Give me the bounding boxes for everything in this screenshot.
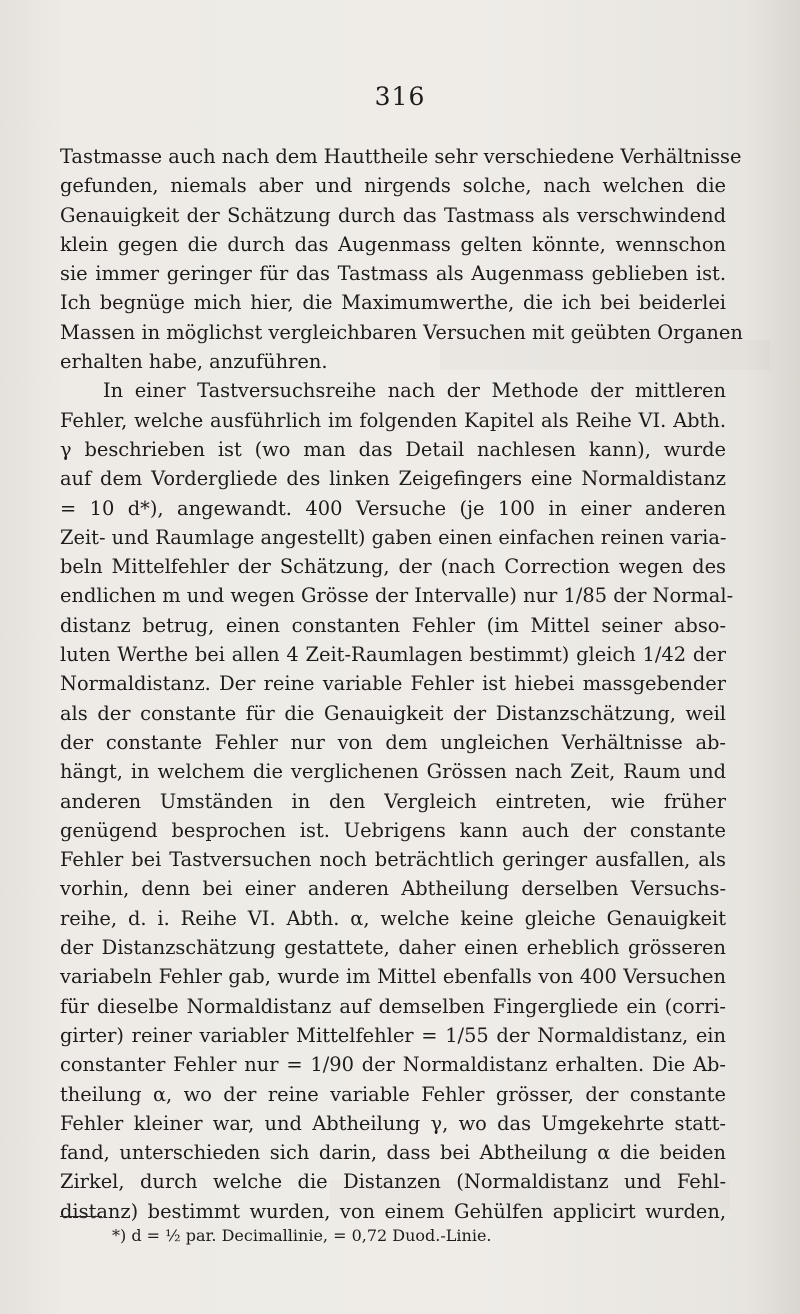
text-line: Fehler bei Tastversuchen noch beträchtlich geringer ausfallen, als (60, 848, 726, 872)
text-line: auf dem Vordergliede des linken Zeigefingers eine Normaldistanz (60, 467, 726, 491)
text-line: genügend besprochen ist. Uebrigens kann auch der constante (60, 818, 726, 842)
text-line: Zirkel, durch welche die Distanzen (Normaldistanz und Fehl- (60, 1170, 726, 1194)
text-line: girter) reiner variabler Mittelfehler = 1/55 der Normaldistanz, ein (60, 1023, 726, 1047)
text-line: anderen Umständen in den Vergleich eintreten, wie früher (60, 789, 726, 813)
text-line: für dieselbe Normaldistanz auf demselben Fingergliede ein (corri- (60, 994, 726, 1018)
text-line: Fehler kleiner war, und Abtheilung γ, wo das Umgekehrte statt- (60, 1111, 726, 1135)
footnote: *) d = ½ par. Decimallinie, = 0,72 Duod.-Linie. (112, 1226, 492, 1245)
text-line: = 10 d*), angewandt. 400 Versuche (je 100 in einer anderen (60, 496, 726, 520)
text-line: constanter Fehler nur = 1/90 der Normaldistanz erhalten. Die Ab- (60, 1053, 726, 1077)
text-line: gefunden, niemals aber und nirgends solche, nach welchen die (60, 174, 726, 198)
text-line: Fehler, welche ausführlich im folgenden Kapitel als Reihe VI. Abth. (60, 408, 726, 432)
text-line: In einer Tastversuchsreihe nach der Methode der mittleren (103, 379, 726, 403)
text-line: Massen in möglichst vergleichbaren Versuchen mit geübten Organen (60, 320, 743, 344)
text-line: luten Werthe bei allen 4 Zeit-Raumlagen bestimmt) gleich 1/42 der (60, 643, 726, 667)
text-line: γ beschrieben ist (wo man das Detail nachlesen kann), wurde (60, 437, 726, 461)
text-line: reihe, d. i. Reihe VI. Abth. α, welche keine gleiche Genauigkeit (60, 906, 726, 930)
text-line: endlichen m und wegen Grösse der Intervalle) nur 1/85 der Normal- (60, 584, 734, 608)
text-line: der Distanzschätzung gestattete, daher einen erheblich grösseren (60, 936, 726, 960)
text-line: sie immer geringer für das Tastmass als Augenmass geblieben ist. (60, 262, 726, 286)
page-number: 316 (374, 82, 426, 111)
text-line: fand, unterschieden sich darin, dass bei Abtheilung α die beiden (60, 1141, 726, 1165)
text-line: Ich begnüge mich hier, die Maximumwerthe, die ich bei beiderlei (60, 291, 726, 315)
text-line: Normaldistanz. Der reine variable Fehler ist hiebei massgebender (60, 672, 726, 696)
text-line: Tastmasse auch nach dem Hauttheile sehr verschiedene Verhältnisse (60, 145, 742, 168)
text-line: der constante Fehler nur von dem ungleichen Verhältnisse ab- (60, 730, 726, 754)
text-line: vorhin, denn bei einer anderen Abtheilung derselben Versuchs- (60, 877, 726, 901)
text-line: variabeln Fehler gab, wurde im Mittel ebenfalls von 400 Versuchen (60, 965, 726, 989)
text-line: distanz betrug, einen constanten Fehler (im Mittel seiner abso- (60, 613, 726, 637)
footnote-rule (60, 1216, 102, 1217)
text-line: Zeit- und Raumlage angestellt) gaben einen einfachen reinen varia- (60, 525, 727, 549)
text-line: Genauigkeit der Schätzung durch das Tastmass als verschwindend (60, 203, 726, 227)
text-line: hängt, in welchem die verglichenen Grössen nach Zeit, Raum und (60, 760, 726, 784)
text-line: erhalten habe, anzuführen. (60, 350, 328, 374)
text-line: beln Mittelfehler der Schätzung, der (nach Correction wegen des (60, 555, 726, 579)
body-text (60, 142, 743, 1226)
text-line: distanz) bestimmt wurden, von einem Gehülfen applicirt wurden, (60, 1199, 726, 1223)
text-line: theilung α, wo der reine variable Fehler grösser, der constante (60, 1082, 726, 1106)
text-line: als der constante für die Genauigkeit der Distanzschätzung, weil (60, 701, 726, 725)
text-line: klein gegen die durch das Augenmass gelten könnte, wennschon (60, 232, 726, 256)
